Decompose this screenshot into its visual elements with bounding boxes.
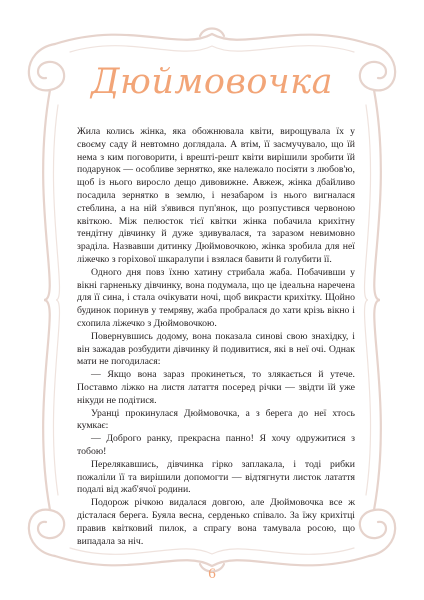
paragraph: Жила колись жінка, яка обожнювала квіти, вирощувала їх у своєму саду й невтомно доглядала. А втім, її засмучувало, що їй нема з ким поговорити, і врешті-решт квіти вирішили зробити їй подарунок — особливе зернятко, яке належало посіяти з любов'ю, щоб із нього виросло дещо дивовижне. Авжеж, жінка дбайливо посадила зернятко в землю, і незабаром із нього вигналася стеблина, а на ній з'явився пуп'янок, що розпустився червоною квіткою. Між пелюсток тієї квітки жінка побачила крихітну тендітну дівчинку й дуже здивувалася, та заразом невимовно зраділа. Назвавши дитинку Дюймовочкою, жінка зробила для неї ліжечко з горіхової шкаралупи і взялася бавити й голубити її. — [77, 126, 355, 265]
story-text — [77, 126, 355, 548]
paragraph: Одного дня повз їхню хатину стрибала жаба. Побачивши у вікні гарненьку дівчинку, вона подумала, що це ідеальна наречена для її сина, і стала очікувати ночі, щоб викрасти крихітку. Щойно будинок поринув у темряву, жаба пробралася до хати крізь вікно і схопила ліжечко з Дюймовочкою. — [77, 266, 355, 329]
paragraph: Уранці прокинулася Дюймовочка, а з берега до неї хтось кумкає: — [77, 407, 355, 432]
page-number: 6 — [208, 566, 216, 582]
paragraph: Повернувшись додому, вона показала синові свою знахідку, і він зажадав розбудити дівчинку й подивитися, які в неї очі. Однак мати не погодилася: — [77, 330, 355, 368]
paragraph: — Якщо вона зараз прокинеться, то злякається й утече. Поставмо ліжко на листя латаття посеред річки — звідти їй уже нікуди не подітися. — [77, 369, 355, 406]
paragraph: Перелякавшись, дівчинка гірко заплакала, і тоді рибки пожаліли її та вирішили допомогти — відтягнути листок латаття подалі від жаб'ячої родини. — [77, 458, 355, 496]
paragraph: — Доброго ранку, прекрасна панно! Я хочу одружитися з тобою! — [77, 433, 355, 457]
page-title: Дюймовочка — [91, 62, 333, 102]
paragraph: Подорож річкою видалася довгою, але Дюймовочка все ж дісталася берега. Буяла весна, серденько співало. За їжу крихітці правив квітковий пилок, а спрагу вона тамувала росою, що випадала за ніч. — [77, 497, 355, 547]
